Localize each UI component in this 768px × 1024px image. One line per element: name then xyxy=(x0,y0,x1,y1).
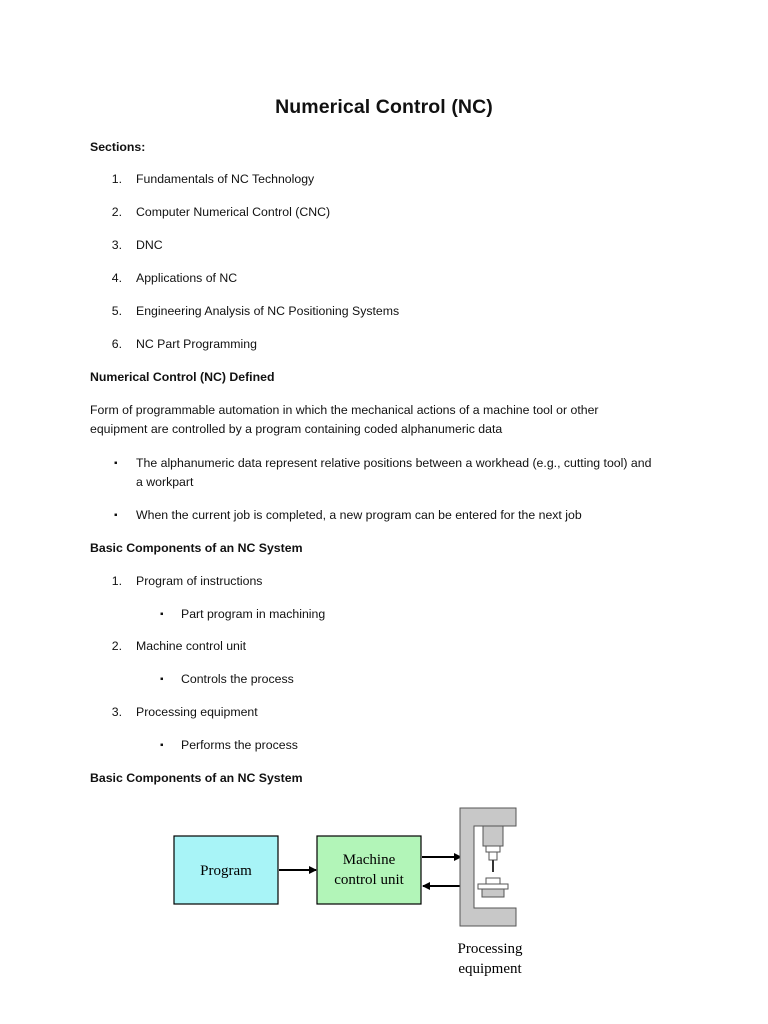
list-text: Machine control unit xyxy=(136,639,247,653)
bullet-text-line-2: a workpart xyxy=(136,475,194,489)
list-number: 5. xyxy=(111,304,122,318)
definition-line-1: Form of programmable automation in which the mechanical actions of a machine tool or other xyxy=(90,403,599,417)
page-title: Numerical Control (NC) xyxy=(275,96,493,118)
defined-heading: Numerical Control (NC) Defined xyxy=(90,370,275,384)
components-heading: Basic Components of an NC System xyxy=(90,541,303,555)
list-number: 2. xyxy=(111,639,122,653)
sub-item-text: Performs the process xyxy=(181,738,298,752)
mcu-label-line-2: control unit xyxy=(334,872,404,888)
diagram-heading: Basic Components of an NC System xyxy=(90,771,303,785)
bullet-text-line-1: The alphanumeric data represent relative positions between a workhead (e.g., cutting tool) and xyxy=(136,456,652,470)
mcu-label-line-1: Machine xyxy=(342,852,396,868)
machine-control-unit-box xyxy=(317,836,421,904)
list-number: 6. xyxy=(111,337,122,351)
list-number: 3. xyxy=(111,238,122,252)
sub-item-text: Part program in machining xyxy=(181,607,326,621)
definition-line-2: equipment are controlled by a program containing coded alphanumeric data xyxy=(90,422,503,436)
list-number: 2. xyxy=(111,205,122,219)
machine-tool-icon xyxy=(460,808,516,926)
program-label: Program xyxy=(200,863,252,879)
list-text: Processing equipment xyxy=(136,705,258,719)
bullet-icon: ▪ xyxy=(114,458,118,469)
list-text: Computer Numerical Control (CNC) xyxy=(136,205,331,219)
list-number: 1. xyxy=(111,172,122,186)
bullet-icon: ▪ xyxy=(160,674,164,685)
bullet-icon: ▪ xyxy=(114,510,118,521)
list-text: Engineering Analysis of NC Positioning Systems xyxy=(136,304,400,318)
list-text: DNC xyxy=(136,238,163,252)
list-text: Applications of NC xyxy=(136,271,238,285)
list-number: 3. xyxy=(111,705,122,719)
processing-label-line-1: Processing xyxy=(457,941,523,957)
list-text: Fundamentals of NC Technology xyxy=(136,172,315,186)
bullet-icon: ▪ xyxy=(160,609,164,620)
sub-item-text: Controls the process xyxy=(181,672,294,686)
bullet-text-line-1: When the current job is completed, a new program can be entered for the next job xyxy=(136,508,582,522)
sections-label: Sections: xyxy=(90,140,146,154)
program-box xyxy=(174,836,278,904)
bullet-icon: ▪ xyxy=(160,740,164,751)
processing-label-line-2: equipment xyxy=(458,961,522,977)
list-text: Program of instructions xyxy=(136,574,263,588)
list-number: 1. xyxy=(111,574,122,588)
list-text: NC Part Programming xyxy=(136,337,257,351)
list-number: 4. xyxy=(111,271,122,285)
